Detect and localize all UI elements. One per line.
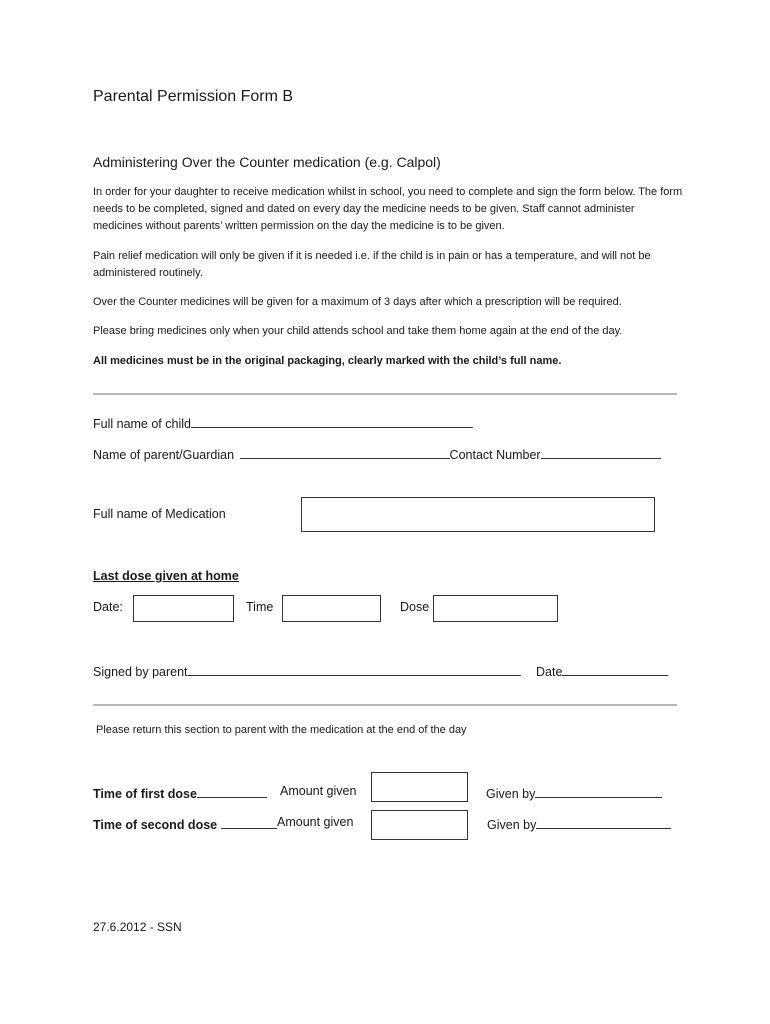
second-given-by-label: Given by [487,818,537,832]
form-subtitle: Administering Over the Counter medication (e.g. Calpol) [93,154,441,170]
second-amount-label: Amount given [277,815,354,829]
page-title: Parental Permission Form B [93,88,294,105]
signed-date-label: Date [536,665,563,679]
contact-label: Contact Number [449,448,541,462]
dose-box[interactable] [433,595,558,622]
first-given-by-line[interactable] [535,784,662,798]
intro-paragraph: In order for your daughter to receive medication whilst in school, you need to complete and sign the form below. The form needs to be completed, signed and dated on every day the medicine needs to be given. Staff cannot administer medicines without parents’ written permission on the day the medicine is to be given. [93,186,683,232]
time-label: Time [246,600,274,614]
signed-date-line[interactable] [562,662,668,676]
divider-top [93,393,677,395]
bring-note-paragraph: Please bring medicines only when your child attends school and take them home again at the end of the day. [93,325,623,337]
first-dose-label: Time of first dose [93,787,197,801]
otc-limit-paragraph: Over the Counter medicines will be given for a maximum of 3 days after which a prescription will be required. [93,296,622,308]
pain-relief-paragraph: Pain relief medication will only be given if it is needed i.e. if the child is in pain or has a temperature, and will not be administered routinely. [93,250,651,279]
signed-label: Signed by parent [93,665,188,679]
dose-label: Dose [400,600,430,614]
packaging-note: All medicines must be in the original packaging, clearly marked with the child’s full name. [93,355,562,367]
signature-line[interactable] [188,662,521,676]
time-box[interactable] [282,595,381,622]
second-given-by-line[interactable] [536,815,671,829]
last-dose-heading: Last dose given at home [93,569,239,583]
first-amount-box[interactable] [371,772,468,802]
first-given-by-row [486,784,662,801]
child-name-line[interactable] [191,414,473,428]
second-given-by-row [487,815,671,832]
parent-name-line[interactable] [240,445,450,459]
second-dose-label: Time of second dose [93,818,218,832]
medication-box[interactable] [301,497,655,532]
signed-row [93,662,521,679]
child-name-row [93,414,473,431]
parent-row [93,445,661,462]
first-dose-line[interactable] [197,784,267,798]
date-box[interactable] [133,595,234,622]
date-label: Date: [93,600,123,614]
first-given-by-label: Given by [486,787,536,801]
contact-line[interactable] [541,445,661,459]
first-amount-label: Amount given [280,784,357,798]
second-dose-row [93,815,277,832]
parent-name-label: Name of parent/Guardian [93,448,235,462]
first-dose-row [93,784,267,801]
signed-date-row [536,662,668,679]
second-amount-box[interactable] [371,810,468,840]
divider-bottom [93,704,677,706]
second-dose-line[interactable] [221,815,277,829]
child-name-label: Full name of child [93,417,191,431]
medication-label: Full name of Medication [93,507,226,521]
footer-date-code: 27.6.2012 - SSN [93,920,182,934]
return-note: Please return this section to parent with the medication at the end of the day [96,724,467,736]
